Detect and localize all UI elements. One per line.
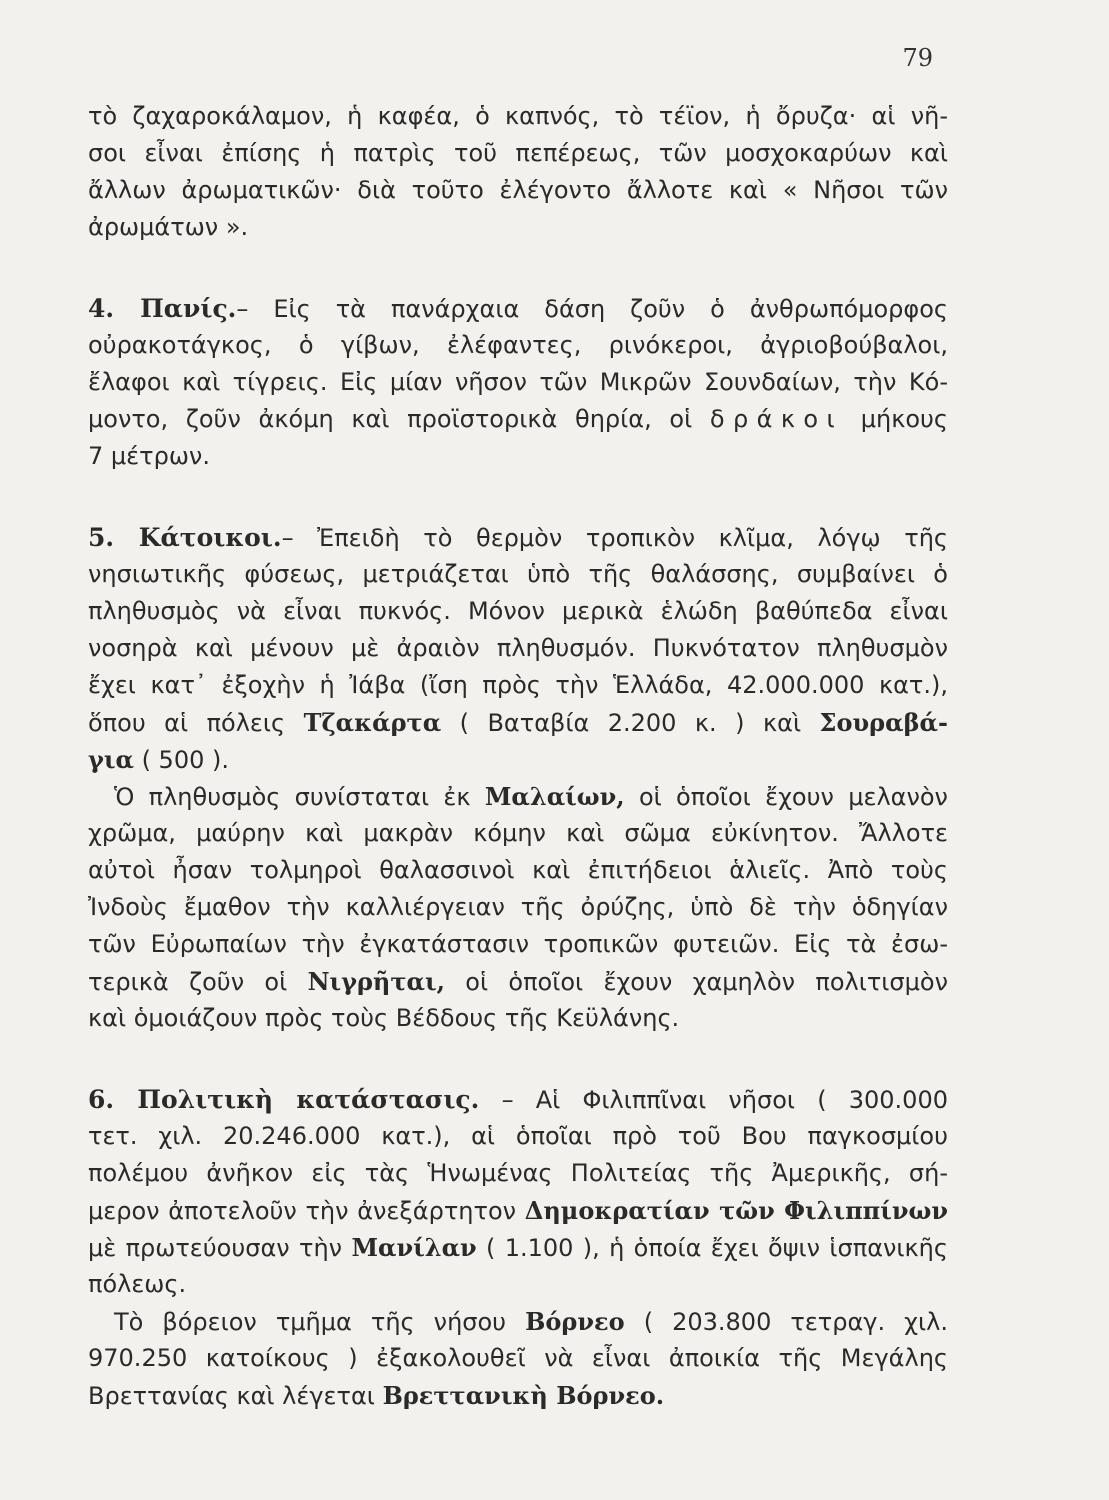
section-6-line-1: 6. Πολιτικὴ κατάστασις. – Αἱ Φιλιππῖναι νῆσοι ( 300.000 [88,1085,948,1114]
section-5-line-5: ἔχει κατ᾽ ἐξοχὴν ἡ Ἰάβα (ἴση πρὸς τὴν Ἑλλάδα, 42.000.000 κατ.), [88,671,948,699]
section-4-heading: 4. Πανίς. [88,294,237,323]
section-5-line-4: νοσηρὰ καὶ μένουν μὲ ἀραιὸν πληθυσμόν. Πυκνότατον πληθυσμὸν [88,634,948,662]
section-6-p2-line-1: Τὸ βόρειον τμῆμα τῆς νήσου Βόρνεο ( 203.800 τετραγ. χιλ. [114,1307,948,1336]
page-number: 79 [902,44,933,72]
term-malays: Μαλαίων, [484,782,625,811]
spaced-word-drakoi: δράκοι [709,405,844,433]
section-6-line-2: τετ. χιλ. 20.246.000 κατ.), αἱ ὁποῖαι πρὸ τοῦ Βου παγκοσμίου [88,1122,948,1150]
section-5-p2-line-6: τερικὰ ζοῦν οἱ Νιγρῆται, οἱ ὁποῖοι ἔχουν χαμηλὸν πολιτισμὸν [88,967,948,996]
section-5-line-7: για ( 500 ). [88,745,229,774]
section-6-line-4: μερον ἀποτελοῦν τὴν ἀνεξάρτητον Δημοκρατίαν τῶν Φιλιππίνων [88,1196,948,1225]
city-jakarta: Τζακάρτα [303,708,442,737]
city-surabaya-part2: για [88,745,134,774]
city-manila: Μανίλαν [351,1233,477,1262]
section-6-line-3: πολέμου ἀνῆκον εἰς τὰς Ἡνωμένας Πολιτείας τῆς Ἀμερικῆς, σή- [88,1159,948,1187]
section-6-p2-line-2: 970.250 κατοίκους ) ἐξακολουθεῖ νὰ εἶναι ἀποικία τῆς Μεγάλης [88,1344,948,1372]
section-5-line-1: 5. Κάτοικοι.– Ἐπειδὴ τὸ θερμὸν τροπικὸν κλῖμα, λόγῳ τῆς [88,523,949,552]
intro-line-4: ἀρωμάτων ». [88,213,249,241]
section-5-p2-line-7: καὶ ὁμοιάζουν πρὸς τοὺς Βέδδους τῆς Κεϋλάνης. [88,1004,680,1032]
section-4-line-4: μοντο, ζοῦν ἀκόμη καὶ προϊστορικὰ θηρία, οἱ δράκοι μήκους [88,405,948,433]
page-body [88,98,948,1414]
section-4-line-1: 4. Πανίς.– Εἰς τὰ πανάρχαια δάση ζοῦν ὁ ἀνθρωπόμορφος [88,294,948,323]
intro-line-1: τὸ ζαχαροκάλαμον, ἡ καφέα, ὁ καπνός, τὸ τέϊον, ἡ ὄρυζα· αἱ νῆ- [88,102,948,130]
section-5-p2-line-5: τῶν Εὐρωπαίων τὴν ἐγκατάστασιν τροπικῶν φυτειῶν. Εἰς τὰ ἐσω- [88,930,948,958]
section-5-p2-line-4: Ἰνδοὺς ἔμαθον τὴν καλλιέργειαν τῆς ὀρύζης, ὑπὸ δὲ τὴν ὁδηγίαν [88,893,948,921]
term-borneo: Βόρνεο [525,1307,625,1336]
section-5-p2-line-2: χρῶμα, μαύρην καὶ μακρὰν κόμην καὶ σῶμα εὐκίνητον. Ἄλλοτε [88,819,948,847]
section-5-line-2: νησιωτικῆς φύσεως, μετριάζεται ὑπὸ τῆς θαλάσσης, συμβαίνει ὁ [88,560,948,588]
section-4-line-2: οὐρακοτάγκος, ὁ γίβων, ἐλέφαντες, ρινόκεροι, ἀγριοβούβαλοι, [88,331,948,359]
term-negritos: Νιγρῆται, [307,967,445,996]
section-5-p2-line-3: αὐτοὶ ἦσαν τολμηροὶ θαλασσινοὶ καὶ ἐπιτήδειοι ἁλιεῖς. Ἀπὸ τοὺς [88,856,948,884]
section-4-line-5: 7 μέτρων. [88,442,210,470]
section-5-heading: 5. Κάτοικοι. [88,523,282,552]
city-surabaya-part1: Σουραβά- [819,708,948,737]
section-5-line-6: ὅπου αἱ πόλεις Τζακάρτα ( Βαταβία 2.200 κ. ) καὶ Σουραβά- [88,708,948,737]
section-5-p2-line-1: Ὁ πληθυσμὸς συνίσταται ἐκ Μαλαίων, οἱ ὁποῖοι ἔχουν μελανὸν [114,782,948,811]
section-6-heading: 6. Πολιτικὴ κατάστασις. [88,1085,480,1114]
section-6-line-6: πόλεως. [88,1270,187,1298]
section-6-line-5: μὲ πρωτεύουσαν τὴν Μανίλαν ( 1.100 ), ἡ ὁποία ἔχει ὄψιν ἱσπανικῆς [88,1233,948,1262]
section-4-line-3: ἔλαφοι καὶ τίγρεις. Εἰς μίαν νῆσον τῶν Μικρῶν Σουνδαίων, τὴν Κό- [88,368,948,396]
intro-line-2: σοι εἶναι ἐπίσης ἡ πατρὶς τοῦ πεπέρεως, τῶν μοσχοκαρύων καὶ [88,139,948,167]
section-6-p2-line-3: Βρεττανίας καὶ λέγεται Βρεττανικὴ Βόρνεο. [88,1381,665,1410]
intro-line-3: ἄλλων ἀρωματικῶν· διὰ τοῦτο ἐλέγοντο ἄλλοτε καὶ « Νῆσοι τῶν [88,176,948,204]
term-british-borneo: Βρεττανικὴ Βόρνεο. [382,1381,665,1410]
section-5-line-3: πληθυσμὸς νὰ εἶναι πυκνός. Μόνον μερικὰ ἑλώδη βαθύπεδα εἶναι [88,597,948,625]
term-philippines-republic: Δημοκρατίαν τῶν Φιλιππίνων [524,1196,948,1225]
